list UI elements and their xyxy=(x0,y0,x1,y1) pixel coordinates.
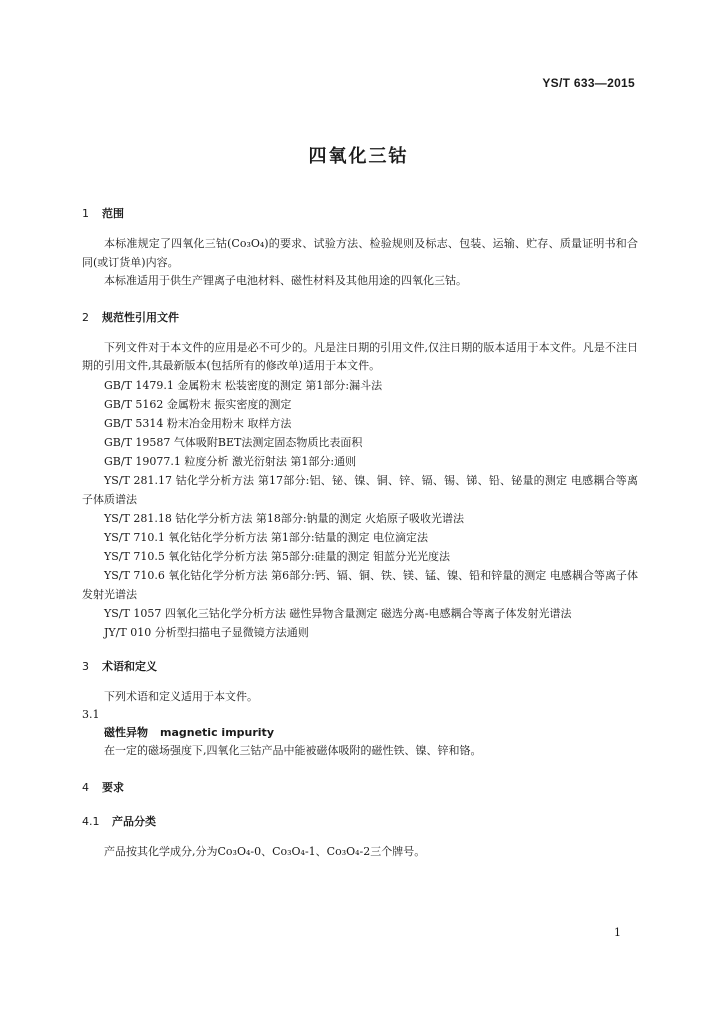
classification-paragraph: 产品按其化学成分,分为Co₃O₄-0、Co₃O₄-1、Co₃O₄-2三个牌号。 xyxy=(104,844,426,858)
reference-item: GB/T 19077.1 粒度分析 激光衍射法 第1部分:通则 xyxy=(104,454,357,468)
term-definition: 在一定的磁场强度下,四氧化三钴产品中能被磁体吸附的磁性铁、镍、锌和铬。 xyxy=(104,744,482,757)
section-number: 4 xyxy=(82,780,89,794)
subclause-number: 3.1 xyxy=(82,708,100,721)
section-title: 要求 xyxy=(102,780,124,794)
section-1-heading xyxy=(82,205,638,223)
document-body xyxy=(82,205,638,861)
page-number: 1 xyxy=(614,926,621,939)
reference-item: GB/T 5314 粉末冶金用粉末 取样方法 xyxy=(104,416,292,430)
reference-item: YS/T 710.5 氧化钴化学分析方法 第5部分:硅量的测定 钼蓝分光光度法 xyxy=(104,549,451,563)
terms-intro: 下列术语和定义适用于本文件。 xyxy=(104,689,258,703)
reference-item: YS/T 1057 四氧化三钴化学分析方法 磁性异物含量测定 磁选分离-电感耦合等离子体发射光谱法 xyxy=(104,606,572,620)
section-title: 术语和定义 xyxy=(102,659,157,673)
document-title: 四氧化三钴 xyxy=(308,146,409,167)
reference-item: YS/T 281.17 钴化学分析方法 第17部分:铝、铋、镍、铜、锌、镉、锡、锑、铅、铋量的测定 电感耦合等离子体质谱法 xyxy=(82,473,638,506)
standard-code: YS/T 633—2015 xyxy=(542,76,635,90)
reference-item: YS/T 710.1 氧化钴化学分析方法 第1部分:钴量的测定 电位滴定法 xyxy=(104,530,429,544)
reference-item: GB/T 5162 金属粉末 振实密度的测定 xyxy=(104,397,292,411)
reference-item: YS/T 281.18 钴化学分析方法 第18部分:钠量的测定 火焰原子吸收光谱法 xyxy=(104,511,465,525)
reference-item: JY/T 010 分析型扫描电子显微镜方法通则 xyxy=(104,625,309,639)
term-entry xyxy=(82,724,638,742)
section-number: 3 xyxy=(82,659,89,673)
section-title: 规范性引用文件 xyxy=(102,310,179,324)
subsection-number: 4.1 xyxy=(82,814,100,828)
references-intro: 下列文件对于本文件的应用是必不可少的。凡是注日期的引用文件,仅注日期的版本适用于本文件。凡是不注日期的引用文件,其最新版本(包括所有的修改单)适用于本文件。 xyxy=(82,340,638,372)
scope-paragraph-2: 本标准适用于供生产锂离子电池材料、磁性材料及其他用途的四氧化三钴。 xyxy=(104,274,467,287)
reference-item: YS/T 710.6 氧化钴化学分析方法 第6部分:钙、镉、铜、铁、镁、锰、镍、铅和锌量的测定 电感耦合等离子体发射光谱法 xyxy=(82,568,638,601)
section-2-heading xyxy=(82,309,638,327)
scope-paragraph-1: 本标准规定了四氧化三钴(Co₃O₄)的要求、试验方法、检验规则及标志、包装、运输、贮存、质量证明书和合同(或订货单)内容。 xyxy=(82,237,638,269)
reference-item: GB/T 1479.1 金属粉末 松装密度的测定 第1部分:漏斗法 xyxy=(104,378,383,392)
section-3-heading xyxy=(82,658,638,676)
section-number: 1 xyxy=(82,207,89,220)
section-title: 范围 xyxy=(102,207,124,220)
subsection-title: 产品分类 xyxy=(112,814,156,828)
section-4-heading xyxy=(82,779,638,797)
term-chinese: 磁性异物 xyxy=(104,726,148,739)
subsection-4-1-heading xyxy=(82,813,638,831)
section-number: 2 xyxy=(82,310,89,324)
term-english: magnetic impurity xyxy=(160,726,274,739)
reference-item: GB/T 19587 气体吸附BET法测定固态物质比表面积 xyxy=(104,435,363,449)
